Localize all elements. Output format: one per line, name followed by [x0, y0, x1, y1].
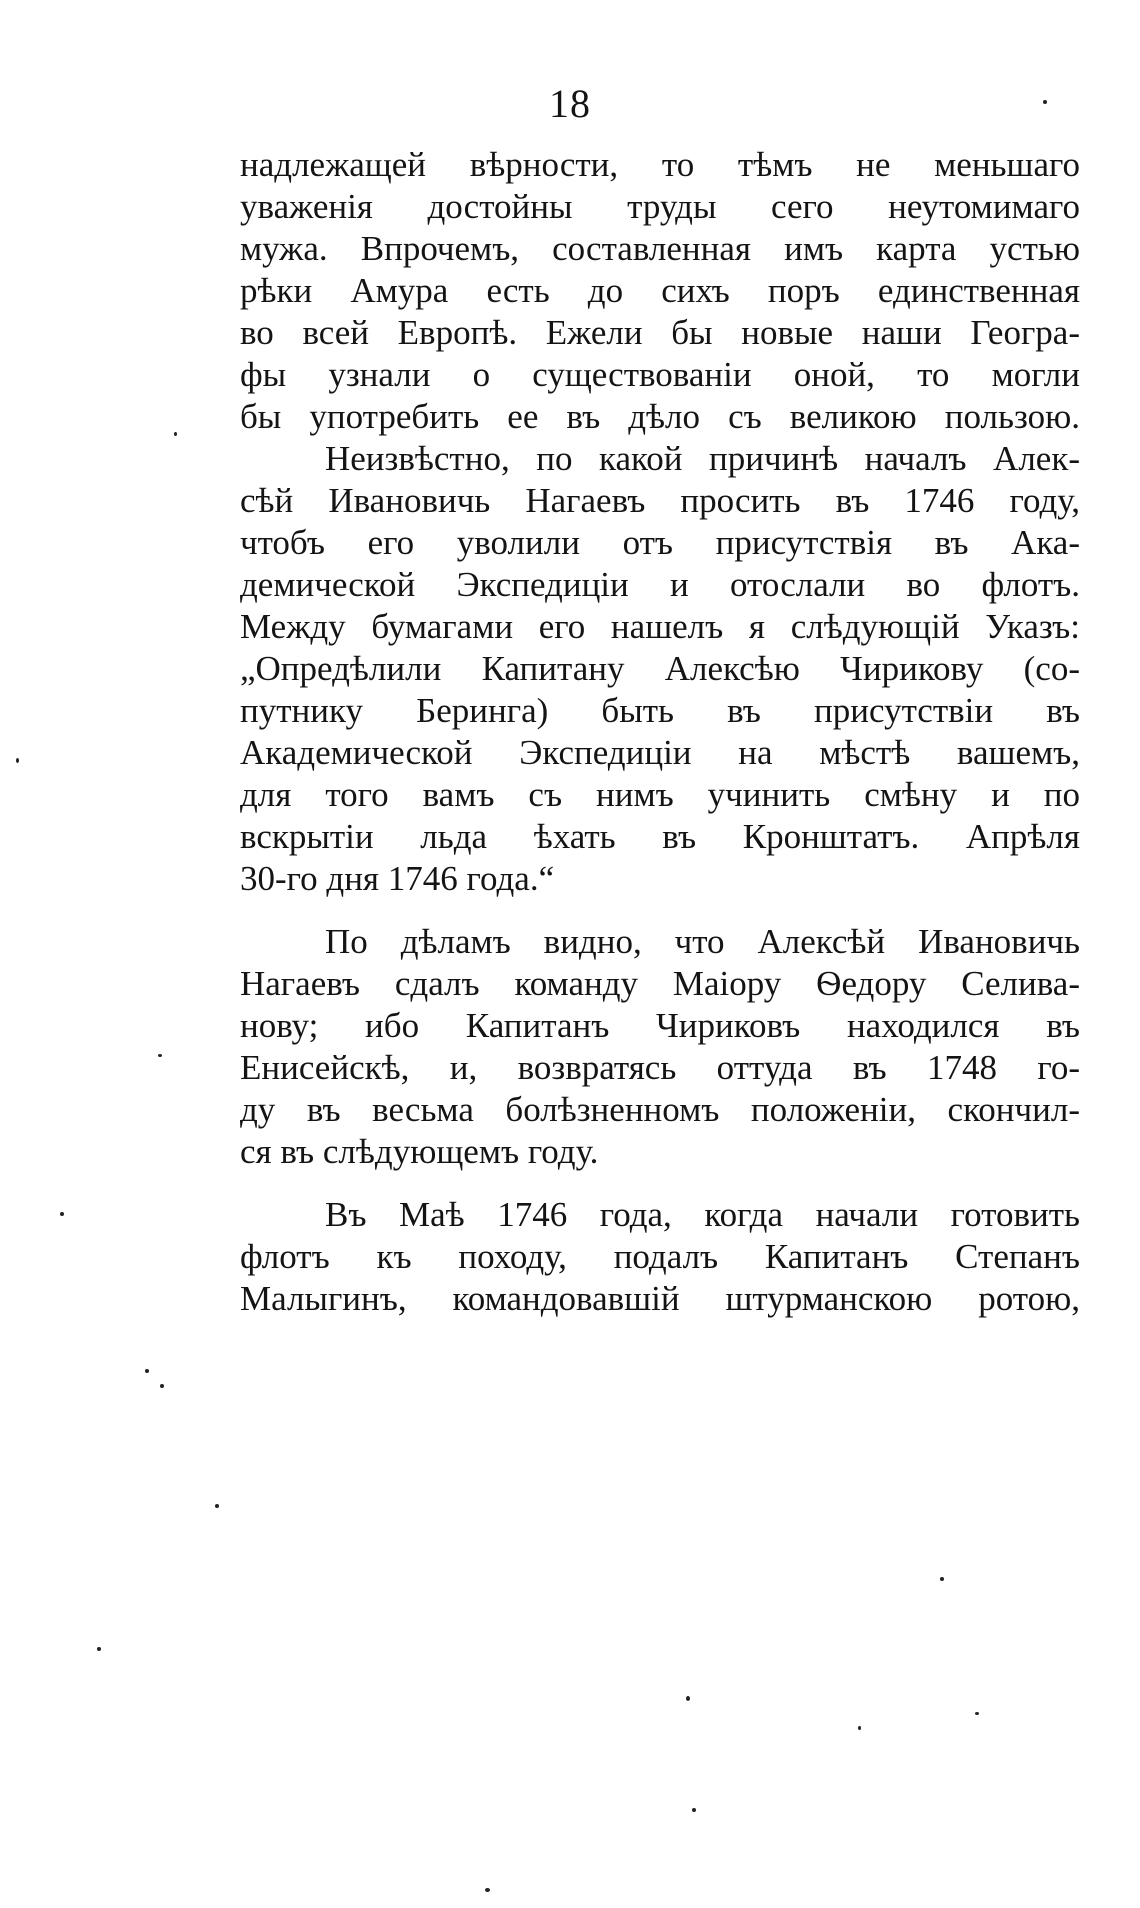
scan-speck	[215, 1504, 219, 1508]
text-line: Нагаевъ сдалъ команду Маіору Ѳедору Селива-	[240, 964, 1080, 1003]
text-line: фы узнали о существованіи оной, то могли	[240, 355, 1080, 394]
scan-speck	[692, 1808, 696, 1812]
text-line: ду въ весьма болѣзненномъ положеніи, скончил-	[240, 1090, 1080, 1129]
quoted-decree-line: 30-го дня 1746 года.“	[240, 859, 555, 898]
text-line: Малыгинъ, командовавшій штурманскою ротою,	[240, 1279, 1080, 1318]
text-line: ся въ слѣдующемъ году.	[240, 1132, 599, 1171]
text-line: флотъ къ походу, подалъ Капитанъ Степанъ	[240, 1237, 1080, 1276]
quoted-decree-line: для того вамъ съ нимъ учинить смѣну и по	[240, 775, 1080, 814]
scan-speck	[158, 1054, 162, 1057]
scan-speck	[485, 1888, 490, 1892]
scan-speck	[145, 1369, 149, 1373]
text-line: уваженія достойны труды сего неутомимаго	[240, 187, 1080, 226]
scan-speck	[858, 1726, 861, 1730]
quoted-decree-line: Академической Экспедиціи на мѣстѣ вашемъ,	[240, 733, 1080, 772]
text-line: сѣй Ивановичь Нагаевъ просить въ 1746 году,	[240, 481, 1080, 520]
paragraph-first-line: Неизвѣстно, по какой причинѣ началъ Алек-	[325, 439, 1080, 478]
scan-speck	[160, 1384, 164, 1388]
scan-speck	[940, 1577, 944, 1581]
text-line: Между бумагами его нашелъ я слѣдующій Указъ:	[240, 607, 1080, 646]
paragraph-first-line: По дѣламъ видно, что Алексѣй Ивановичь	[325, 922, 1080, 961]
text-line: во всей Европѣ. Ежели бы новые наши Геогра-	[240, 313, 1080, 352]
quoted-decree-line: „Опредѣлили Капитану Алексѣю Чирикову (со-	[240, 649, 1080, 688]
scan-speck	[686, 1696, 690, 1701]
text-line: мужа. Впрочемъ, составленная имъ карта устью	[240, 229, 1080, 268]
text-line: Енисейскѣ, и, возвратясь оттуда въ 1748 го-	[240, 1048, 1080, 1087]
quoted-decree-line: путнику Беринга) быть въ присутствіи въ	[240, 691, 1080, 730]
scan-speck	[1043, 100, 1047, 104]
text-line: нову; ибо Капитанъ Чириковъ находился въ	[240, 1006, 1080, 1045]
quoted-decree-line: вскрытіи льда ѣхать въ Кронштатъ. Апрѣля	[240, 817, 1080, 856]
scan-speck	[97, 1647, 101, 1651]
paragraph-first-line: Въ Маѣ 1746 года, когда начали готовить	[325, 1195, 1080, 1234]
scan-speck	[60, 1212, 64, 1216]
text-line: демической Экспедиціи и отослали во флотъ.	[240, 565, 1080, 604]
text-line: чтобъ его уволили отъ присутствія въ Ака-	[240, 523, 1080, 562]
page-number: 18	[549, 81, 591, 126]
scan-speck	[975, 1712, 979, 1715]
scan-speck	[16, 758, 19, 763]
scan-speck	[174, 432, 177, 436]
text-line: надлежащей вѣрности, то тѣмъ не меньшаго	[240, 145, 1080, 184]
text-line: рѣки Амура есть до сихъ поръ единственная	[240, 271, 1080, 310]
text-line: бы употребить ее въ дѣло съ великою пользою.	[240, 397, 1080, 436]
